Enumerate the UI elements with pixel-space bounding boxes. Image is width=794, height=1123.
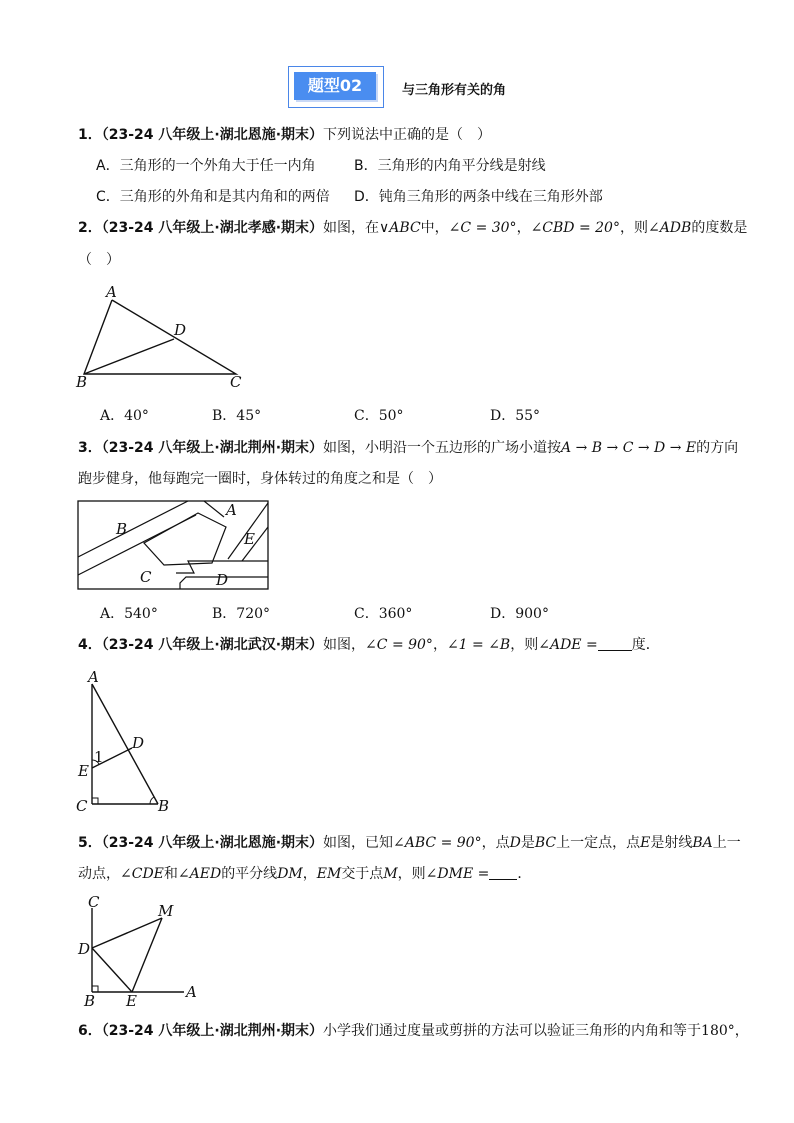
math-angle: ∠ADE =	[538, 637, 598, 653]
text: 的度数是	[691, 220, 748, 236]
q2-figure	[70, 282, 260, 392]
label-e: E	[78, 762, 89, 780]
q3-figure	[76, 499, 272, 595]
math-triangle: ∨ABC	[379, 220, 421, 236]
question-5-stem-line2	[78, 865, 531, 883]
q2-option-d[interactable]: D．55°	[490, 408, 541, 424]
road-edge	[78, 501, 188, 557]
question-number: 3．	[78, 440, 102, 456]
math-condition: ∠ABC = 90°	[393, 835, 482, 851]
q3-option-c[interactable]: C．360°	[354, 606, 413, 622]
math-point: E	[640, 835, 651, 851]
answer-blank[interactable]	[489, 865, 517, 880]
text: 度．	[631, 637, 660, 653]
math-angle: ∠AED	[177, 866, 222, 882]
text: 是	[520, 835, 535, 851]
label-a: A	[226, 501, 237, 519]
label-b: B	[84, 992, 96, 1008]
segment-bd	[84, 339, 174, 374]
math-value: 180°	[701, 1023, 735, 1039]
text: ，点	[481, 835, 510, 851]
label-c: C	[88, 894, 100, 911]
label-d: D	[78, 940, 91, 958]
question-3-stem	[78, 439, 738, 457]
question-number: 2．	[78, 220, 102, 236]
segment-ab	[92, 684, 158, 804]
question-6-stem	[78, 1022, 749, 1040]
math-condition: ∠CBD = 20°	[530, 220, 620, 236]
question-source: （23-24 八年级上·湖北武汉·期末）	[101, 637, 324, 653]
q3-option-d[interactable]: D．900°	[490, 606, 549, 622]
math-segment: EM	[316, 866, 342, 882]
q1-option-b[interactable]: B．三角形的内角平分线是射线	[354, 158, 546, 174]
question-text: 下列说法中正确的是（ ）	[323, 127, 492, 143]
question-source: （23-24 八年级上·湖北荆州·期末）	[101, 1023, 324, 1039]
q1-option-c[interactable]: C．三角形的外角和是其内角和的两倍	[96, 189, 330, 205]
q3-option-a[interactable]: A．540°	[100, 606, 158, 622]
road-edge	[204, 501, 224, 517]
text: ，则	[397, 866, 426, 882]
section-badge	[288, 66, 384, 108]
question-number: 6．	[78, 1023, 102, 1039]
text: 和	[163, 866, 178, 882]
text: ．	[517, 866, 532, 882]
angle-b-arc	[150, 797, 154, 804]
q3-option-b[interactable]: B．720°	[212, 606, 271, 622]
label-e: E	[244, 530, 255, 548]
plaza-border	[78, 501, 268, 589]
label-a: A	[186, 983, 197, 1001]
text: ，则	[619, 220, 648, 236]
math-ray: BA	[692, 835, 713, 851]
label-c: C	[230, 373, 242, 391]
question-number: 5．	[78, 835, 102, 851]
label-a: A	[88, 668, 99, 686]
q2-option-b[interactable]: B．45°	[212, 408, 262, 424]
question-1-stem	[78, 126, 491, 144]
label-d: D	[132, 734, 145, 752]
math-angle: ∠CDE	[120, 866, 164, 882]
text: ，	[516, 220, 531, 236]
right-angle-mark	[92, 798, 98, 804]
question-4-stem	[78, 636, 660, 654]
question-source: （23-24 八年级上·湖北恩施·期末）	[101, 835, 324, 851]
question-number: 1．	[78, 127, 102, 143]
text: 如图，在	[323, 220, 380, 236]
label-c: C	[140, 568, 152, 586]
answer-blank[interactable]	[598, 636, 632, 651]
math-point: M	[383, 866, 398, 882]
math-condition: ∠C = 30°	[448, 220, 517, 236]
segment-de	[92, 948, 132, 992]
math-angle: ∠ADB	[647, 220, 692, 236]
question-source: （23-24 八年级上·湖北孝感·期末）	[101, 220, 324, 236]
question-source: （23-24 八年级上·湖北恩施·期末）	[101, 127, 324, 143]
q2-option-c[interactable]: C．50°	[354, 408, 404, 424]
label-d: D	[174, 321, 187, 339]
text: 的平分线	[221, 866, 278, 882]
text: 动点，	[78, 866, 120, 882]
label-e: E	[126, 992, 137, 1008]
triangle-abc	[84, 300, 236, 374]
q2-option-a[interactable]: A．40°	[100, 408, 149, 424]
label-angle-1: 1	[94, 748, 104, 766]
text: 中，	[420, 220, 449, 236]
text: 上一定点，点	[556, 835, 641, 851]
text: 小学我们通过度量或剪拼的方法可以验证三角形的内角和等于	[323, 1023, 702, 1039]
label-m: M	[158, 902, 174, 920]
label-a: A	[106, 283, 117, 301]
pentagon-path	[144, 513, 226, 565]
text: ，	[734, 1023, 749, 1039]
math-path: A → B → C → D → E	[561, 440, 697, 456]
question-source: （23-24 八年级上·湖北荆州·期末）	[101, 440, 324, 456]
label-b: B	[76, 373, 88, 391]
text: 如图，	[323, 637, 366, 653]
q5-figure	[74, 894, 204, 1008]
q1-option-a[interactable]: A．三角形的一个外角大于任一内角	[96, 158, 316, 174]
math-segment: BC	[534, 835, 557, 851]
math-condition: ∠C = 90°	[365, 637, 433, 653]
math-angle: ∠DME =	[425, 866, 490, 882]
label-b: B	[116, 520, 128, 538]
label-d: D	[216, 571, 229, 589]
label-b: B	[158, 797, 170, 815]
question-2-paren: （ ）	[78, 252, 120, 268]
text: 上一	[712, 835, 741, 851]
math-condition: ∠1 = ∠B	[446, 637, 511, 653]
section-title: 与三角形有关的角	[402, 83, 507, 98]
text: 交于点	[341, 866, 384, 882]
question-3-stem-line2: 跑步健身，他每跑完一圈时，身体转过的角度之和是（ ）	[78, 471, 442, 487]
text: ，则	[510, 637, 539, 653]
text: 是射线	[650, 835, 693, 851]
text: 如图，已知	[323, 835, 394, 851]
math-segment: DM	[277, 866, 303, 882]
badge-label: 题型02	[294, 72, 376, 100]
text: 如图，小明沿一个五边形的广场小道按	[323, 440, 562, 456]
label-c: C	[76, 797, 88, 815]
text: ，	[302, 866, 317, 882]
text: ，	[432, 637, 447, 653]
question-5-stem	[78, 834, 741, 852]
text: 的方向	[696, 440, 739, 456]
math-point: D	[509, 835, 521, 851]
q4-figure	[72, 668, 184, 818]
q1-option-d[interactable]: D．钝角三角形的两条中线在三角形外部	[354, 189, 603, 205]
question-2-stem	[78, 219, 747, 237]
question-number: 4．	[78, 637, 102, 653]
